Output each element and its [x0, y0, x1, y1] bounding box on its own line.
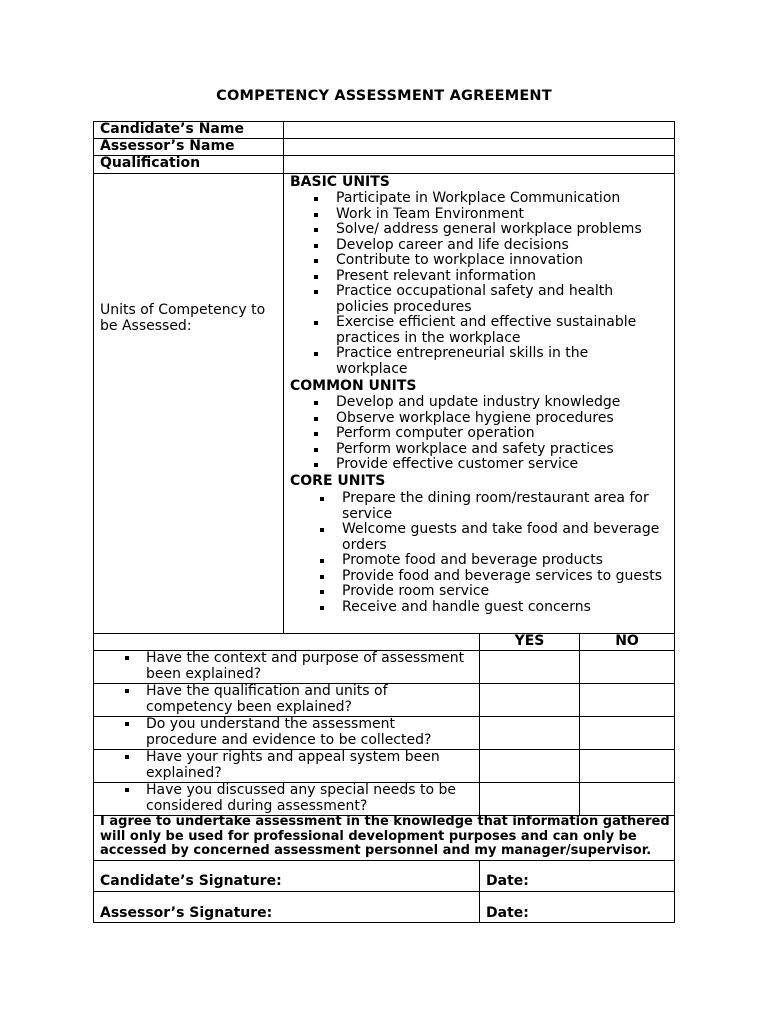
- candidate-name-field[interactable]: [284, 122, 674, 138]
- unit-item-text: Perform computer operation: [336, 425, 535, 441]
- unit-item: [342, 491, 662, 522]
- unit-item-text: Practice entrepreneurial skills in the: [336, 345, 589, 361]
- candidate-date-label: Date:: [486, 873, 529, 889]
- unit-item-text: Provide food and beverage services to guests: [342, 567, 663, 584]
- row-divider: [93, 891, 675, 892]
- unit-item-text: Provide effective customer service: [336, 456, 579, 472]
- no-column-header: NO: [615, 633, 639, 649]
- core-units-list: [342, 491, 662, 615]
- unit-item: [336, 238, 642, 254]
- question-yes-cell[interactable]: [480, 684, 578, 715]
- question-text: been explained?: [146, 665, 262, 682]
- unit-item-text: Solve/ address general workplace problems: [336, 221, 642, 237]
- unit-item-text: service: [342, 505, 393, 522]
- unit-item: [336, 269, 642, 285]
- qualification-label: Qualification: [100, 155, 201, 171]
- bullet-icon: [125, 722, 129, 726]
- question-text: considered during assessment?: [146, 797, 368, 814]
- unit-item-text: Observe workplace hygiene procedures: [336, 409, 614, 426]
- row-divider: [93, 860, 675, 861]
- question-no-cell[interactable]: [580, 750, 674, 781]
- unit-item: [336, 222, 642, 238]
- bullet-icon: [125, 755, 129, 759]
- question-text: explained?: [146, 764, 222, 781]
- question-no-cell[interactable]: [580, 717, 674, 748]
- question-yes-cell[interactable]: [480, 750, 578, 781]
- bullet-icon: [125, 788, 129, 792]
- basic-units-heading: BASIC UNITS: [290, 174, 390, 190]
- document-title: COMPETENCY ASSESSMENT AGREEMENT: [216, 88, 552, 104]
- unit-item-text: Contribute to workplace innovation: [336, 252, 584, 268]
- unit-item-text: Prepare the dining room/restaurant area for: [342, 490, 649, 506]
- unit-item: [336, 207, 642, 223]
- unit-item: [342, 600, 662, 616]
- unit-item: [336, 411, 620, 427]
- question-text: Have the qualification and units of: [146, 683, 388, 699]
- unit-item-text: Perform workplace and safety practices: [336, 440, 614, 457]
- unit-item: [336, 253, 642, 269]
- assessor-name-field[interactable]: [284, 139, 674, 155]
- unit-item: [342, 522, 662, 553]
- unit-item-text: Provide room service: [342, 583, 490, 599]
- column-divider: [283, 121, 284, 633]
- unit-item-text: Receive and handle guest concerns: [342, 598, 591, 615]
- unit-item-text: Welcome guests and take food and beverage: [342, 521, 660, 537]
- unit-item-text: Develop and update industry knowledge: [336, 394, 621, 410]
- units-label-line1: Units of Competency to: [100, 302, 266, 318]
- assessor-signature-label: Assessor’s Signature:: [100, 905, 273, 921]
- unit-item-text: Exercise efficient and effective sustainable: [336, 314, 637, 330]
- bullet-icon: [125, 656, 129, 660]
- bullet-icon: [125, 689, 129, 693]
- question-yes-cell[interactable]: [480, 651, 578, 682]
- question-text: Do you understand the assessment: [146, 716, 395, 732]
- unit-item: [336, 442, 620, 458]
- unit-item: [342, 553, 662, 569]
- assessor-name-label: Assessor’s Name: [100, 138, 235, 154]
- unit-item-text: Participate in Workplace Communication: [336, 190, 621, 206]
- common-units-list: [336, 395, 620, 473]
- basic-units-list: [336, 191, 642, 377]
- unit-item-text: workplace: [336, 360, 408, 377]
- unit-item-text: practices in the workplace: [336, 329, 521, 346]
- unit-item: [336, 457, 620, 473]
- question-text: Have you discussed any special needs to be: [146, 782, 457, 798]
- question-text: competency been explained?: [146, 698, 352, 715]
- question-no-cell[interactable]: [580, 783, 674, 814]
- unit-item: [342, 569, 662, 585]
- question-yes-cell[interactable]: [480, 717, 578, 748]
- question-yes-cell[interactable]: [480, 783, 578, 814]
- unit-item: [336, 284, 642, 315]
- units-label-line2: be Assessed:: [100, 318, 192, 334]
- unit-item-text: Work in Team Environment: [336, 205, 524, 222]
- candidate-signature-label: Candidate’s Signature:: [100, 873, 282, 889]
- assessor-date-label: Date:: [486, 905, 529, 921]
- unit-item-text: Present relevant information: [336, 267, 537, 284]
- candidate-name-label: Candidate’s Name: [100, 121, 244, 137]
- unit-item-text: policies procedures: [336, 298, 472, 315]
- question-text: Have the context and purpose of assessment: [146, 650, 465, 666]
- unit-item: [336, 426, 620, 442]
- question-no-cell[interactable]: [580, 684, 674, 715]
- question-text: procedure and evidence to be collected?: [146, 731, 432, 748]
- unit-item-text: Practice occupational safety and health: [336, 283, 614, 299]
- question-no-cell[interactable]: [580, 651, 674, 682]
- unit-item-text: orders: [342, 536, 387, 553]
- unit-item: [336, 395, 620, 411]
- unit-item-text: Promote food and beverage products: [342, 552, 603, 568]
- question-text: Have your rights and appeal system been: [146, 749, 440, 765]
- yes-column-header: YES: [514, 633, 545, 649]
- agreement-statement: I agree to undertake assessment in the knowledge that information gathered will only be used for professional development purposes and can only be accessed by concerned assessment personnel and my manager/supervisor.: [100, 814, 670, 858]
- unit-item: [336, 315, 642, 346]
- unit-item: [336, 346, 642, 377]
- unit-item: [342, 584, 662, 600]
- qualification-field[interactable]: [284, 156, 674, 172]
- core-units-heading: CORE UNITS: [290, 473, 386, 489]
- unit-item: [336, 191, 642, 207]
- common-units-heading: COMMON UNITS: [290, 378, 417, 394]
- column-divider: [479, 860, 480, 923]
- unit-item-text: Develop career and life decisions: [336, 236, 569, 253]
